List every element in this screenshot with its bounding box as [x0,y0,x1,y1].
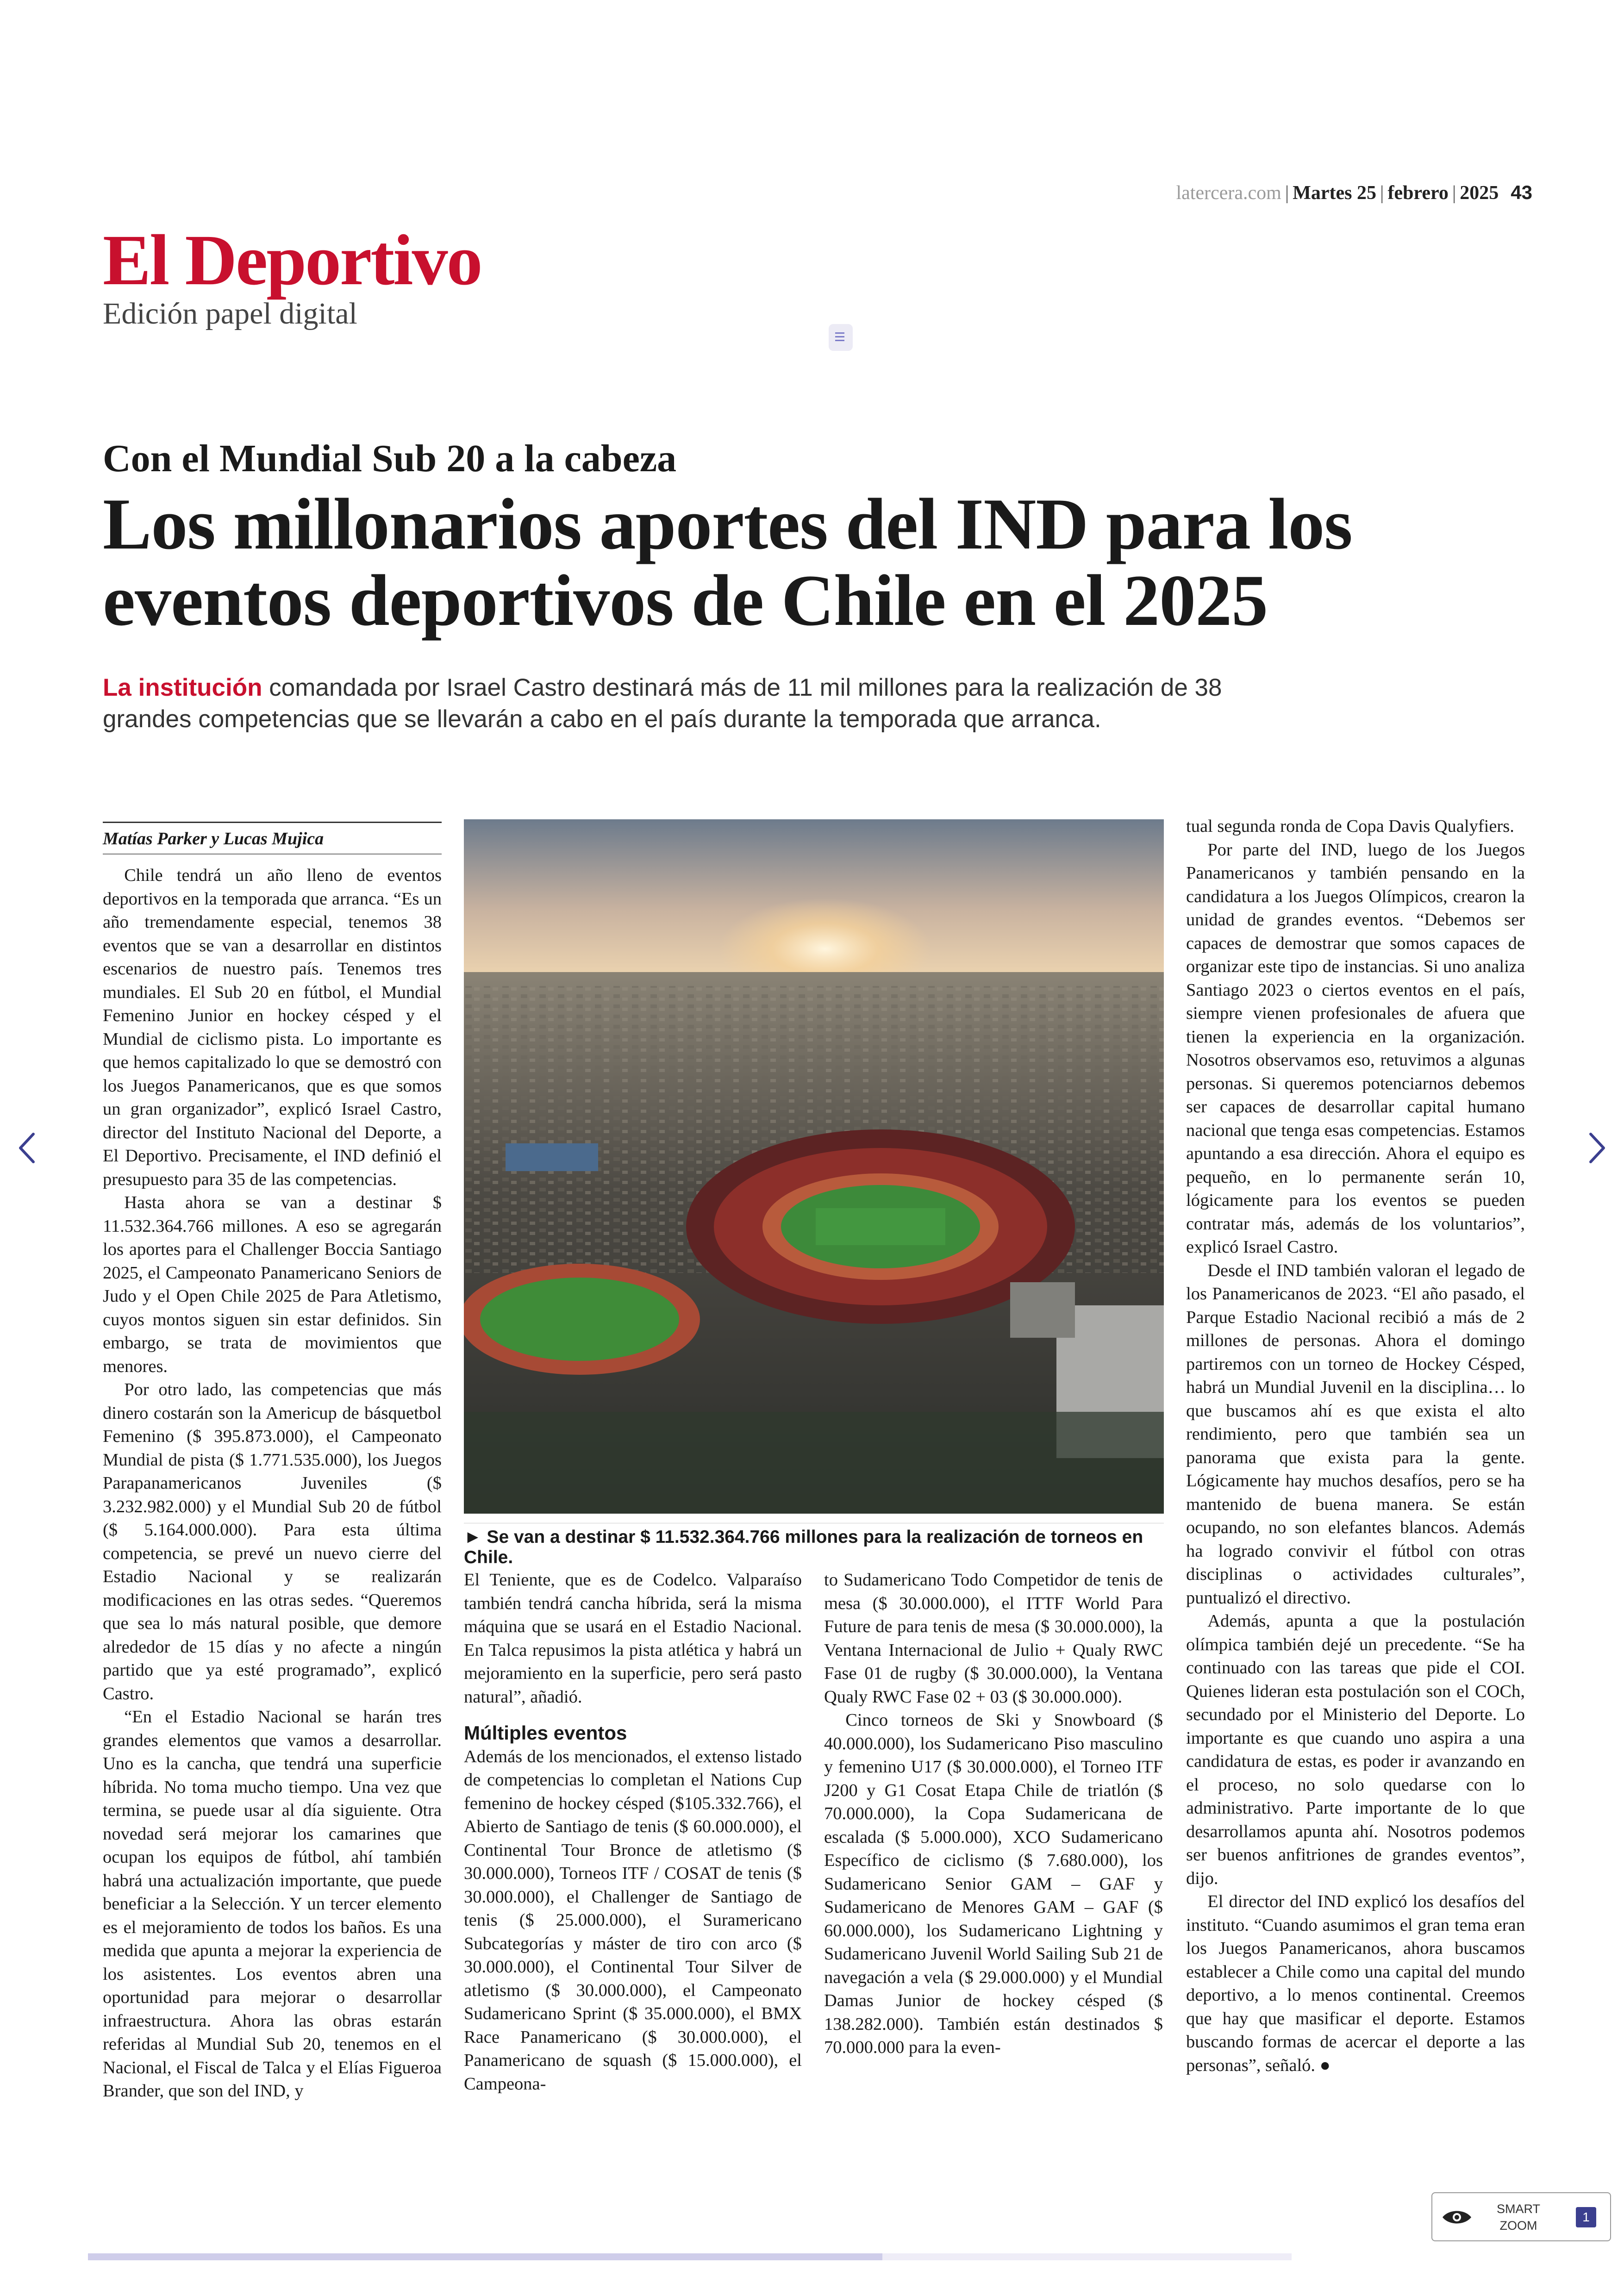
paragraph: to Sudamericano Todo Competidor de tenis de mesa ($ 30.000.000), el ITTF World Para Future de para tenis de mesa ($ 30.000.000), la Ventana Internacional de Julio + Qualy RWC Fase 01 de rugby ($ 30.000.000), la Ventana Qualy RWC Fase 02 + 03 ($ 30.000.000). [824,1570,1163,1707]
paragraph: Por otro lado, las competencias que más dinero costarán son la Americup de básquetbol Femenino ($ 395.873.000), el Campeonato Mundial de pista ($ 1.771.535.000), los Juegos Parapanamericanos Juveniles ($ 3.232.982.000) y el Mundial Sub 20 de fútbol ($ 5.164.000.000). Para esta última competencia, se prevé un nuevo cierre del Estadio Nacional y se realizarán modificaciones en las otras sedes. “Queremos que sea lo más natural posible, que demore alrededor de 15 días y no afecte a ningún partido que ya esté programado”, explicó Castro. [103,1380,442,1703]
issue-year: 2025 [1460,182,1499,204]
article-column-1 [103,864,442,2103]
stadium-aerial-photo [464,819,1164,1514]
edition-label: Edición papel digital [103,297,357,331]
next-page-button[interactable] [1583,1125,1611,1171]
chevron-left-icon [13,1125,41,1171]
page-number: 43 [1511,181,1532,203]
site-name[interactable]: latercera.com [1176,182,1281,204]
article-column-3 [824,1568,1163,2059]
eye-icon [1441,2207,1473,2227]
issue-meta: latercera.com | Martes 25 | febrero | 2025 43 [1176,181,1532,204]
subhead: Múltiples eventos [464,1722,627,1744]
smart-zoom-toggle[interactable] [1431,2192,1611,2241]
photo-illustration [464,819,1164,1514]
paragraph: Cinco torneos de Ski y Snowboard ($ 40.000.000), los Sudamericano Piso masculino y femenino U17 ($ 30.000.000), el Torneo ITF J200 y G1 Cosat Etapa Chile de triatlón ($ 70.000.000), la Copa Sudamericana de escalada ($ 5.000.000), XCO Sudamericano Específico de ciclismo ($ 7.680.000), los Sudamericano Senior GAM – GAF y Sudamericano de Menores GAM – GAF ($ 60.000.000), los Sudamericano Lightning y Sudamericano Juvenil World Sailing Sub 21 de navegación a vela ($ 29.000.000) y el Mundial Damas Junior de hockey césped ($ 138.282.000). También están destinados $ 70.000.000 para la even- [824,1710,1163,2057]
brand-logo: El Deportivo [103,220,481,300]
text-view-icon[interactable] [829,324,853,351]
article-headline: Los millonarios aportes del IND para los eventos deportivos de Chile en el 2025 [103,484,1352,641]
deck-text: comandada por Israel Castro destinará más de 11 mil millones para la realización de 38 grandes competencias que se llevarán a cabo en el país durante la temporada que arranca. [103,674,1222,733]
issue-weekday: Martes 25 [1293,182,1377,204]
smart-zoom-label: SMART ZOOM [1496,2202,1540,2233]
paragraph: Además, apunta a que la postulación olímpica también dejé un precedente. “Se ha continuado con las tareas que pide el COI. Quienes lideran esta postulación son el COCh, secundado por el Ministerio del Deporte. Lo importante es que cuando uno aspira a una candidatura de estas, es poder ir avanzando en el proceso, no solo quedarse con lo administrativo. Parte importante de lo que desarrollamos apunta ahí. Nosotros podemos ser buenos anfitriones de grandes eventos”, dijo. [1186,1611,1525,1888]
deck-lead: La institución [103,674,262,701]
reading-progress-fill [88,2253,882,2260]
issue-month: febrero [1387,182,1449,204]
article-kicker: Con el Mundial Sub 20 a la cabeza [103,437,677,480]
previous-page-button[interactable] [13,1125,41,1171]
photo-caption: ► Se van a destinar $ 11.532.364.766 millones para la realización de torneos en Chile. [464,1523,1164,1568]
paragraph: “En el Estadio Nacional se harán tres grandes elementos que vamos a desarrollar. Uno es la cancha, que tendrá una superficie híbrida. No toma mucho tiempo. Una vez que termina, se puede usar al día siguiente. Otra novedad será mejorar los camarines que ocupan los equipos de fútbol, ahí también habrá una actualización importante, que puede beneficiar a la Selección. Y un tercer elemento es el mejoramiento de todos los baños. Es una medida que apunta a mejorar la experiencia de los asistentes. Los eventos abren una oportunidad para mejorar o desarrollar infraestructura. Ahora las obras estarán referidas al Mundial Sub 20, tenemos en el Nacional, el Fiscal de Talca y el Elías Figueroa Brander, que son del IND, y [103,1707,442,2101]
paragraph: Además de los mencionados, el extenso listado de competencias lo completan el Nations Cup femenino de hockey césped ($105.332.766), el Abierto de Santiago de tenis ($ 60.000.000), el Continental Tour Bronce de atletismo ($ 30.000.000), Torneos ITF / COSAT de tenis ($ 30.000.000), el Challenger de Santiago de tenis ($ 25.000.000), el Suramericano Subcategorías y máster de tiro con arco ($ 30.000.000), el Continental Tour Silver de atletismo ($ 30.000.000), el Campeonato Sudamericano Sprint ($ 35.000.000), el BMX Race Panamericano ($ 30.000.000), el Panamericano de squash ($ 15.000.000), el Campeona- [464,1746,802,2094]
chevron-right-icon [1583,1125,1611,1171]
paragraph: Por parte del IND, luego de los Juegos Panamericanos y también pensando en la candidatura a los Juegos Olímpicos, crearon la unidad de grandes eventos. “Debemos ser capaces de demostrar que somos capaces de organizar este tipo de instancias. Si uno analiza Santiago 2023 o ciertos eventos en el país, siempre vienen profesionales de afuera que tienen la experiencia en la organización. Nosotros observamos eso, retuvimos a algunas personas. Si queremos potenciarnos debemos ser capaces de desarrollar capital humano nacional que tenga esas competencias. Estamos apuntando a esa dirección. Ahora el equipo es pequeño, en lo permanente serán 10, lógicamente para los eventos se pueden contratar más, además de los voluntarios”, explicó Israel Castro. [1186,840,1525,1257]
paragraph: Desde el IND también valoran el legado de los Panamericanos de 2023. “El año pasado, el Parque Estadio Nacional recibió a más de 2 millones de personas. Ahora el domingo partiremos con un torneo de Hockey Césped, habrá un Mundial Juvenil en la disciplina… lo que buscamos ahí es que exista el alto rendimiento, pero que también sea un panorama que exista para la gente. Lógicamente hay muchos desafíos, pero se ha mantenido de buena manera. Se están ocupando, no son elefantes blancos. Además ha logrado convivir el fútbol con otras disciplinas o actividades culturales”, puntualizó el directivo. [1186,1260,1525,1608]
article-column-2 [464,1568,802,2095]
paragraph: El director del IND explicó los desafíos del instituto. “Cuando asumimos el gran tema eran los Juegos Panamericanos, ahora buscamos establecer a Chile como una capital del mundo deportivo, a lo menos continental. Creemos que hay que masificar el deporte. Estamos buscando formas de acercar el deporte a las personas”, señaló. ● [1186,1892,1525,2075]
paragraph: tual segunda ronda de Copa Davis Qualyfiers. [1186,817,1514,836]
article-deck [103,672,1316,735]
page-badge: 1 [1576,2207,1596,2227]
paragraph: Chile tendrá un año lleno de eventos deportivos en la temporada que arranca. “Es un año tremendamente especial, tenemos 38 eventos que se van a desarrollar en distintos escenarios de nuestro país. Tenemos tres mundiales. El Sub 20 en fútbol, el Mundial Femenino Junior en hockey césped y el Mundial de ciclismo pista. Lo importante es que hemos capitalizado lo que se demostró con los Juegos Panamericanos, que es que somos un gran organizador”, explicó Israel Castro, director del Instituto Nacional del Deporte, a El Deportivo. Precisamente, el IND definió el presupuesto para 35 de las competencias. [103,866,442,1189]
byline: Matías Parker y Lucas Mujica [103,822,442,854]
article-column-4 [1186,815,1525,2077]
paragraph: El Teniente, que es de Codelco. Valparaíso también tendrá cancha híbrida, será la misma máquina que se usará en el Estadio Nacional. En Talca repusimos la pista atlética y habrá un mejoramiento en la superficie, pero será pasto natural”, añadió. [464,1570,802,1707]
paragraph: Hasta ahora se van a destinar $ 11.532.364.766 millones. A eso se agregarán los aportes para el Challenger Boccia Santiago 2025, el Campeonato Panamericano Seniors de Judo y el Open Chile 2025 de Para Atletismo, cuyos montos siguen sin estar definidos. Sin embargo, se trata de movimientos que menores. [103,1193,442,1376]
